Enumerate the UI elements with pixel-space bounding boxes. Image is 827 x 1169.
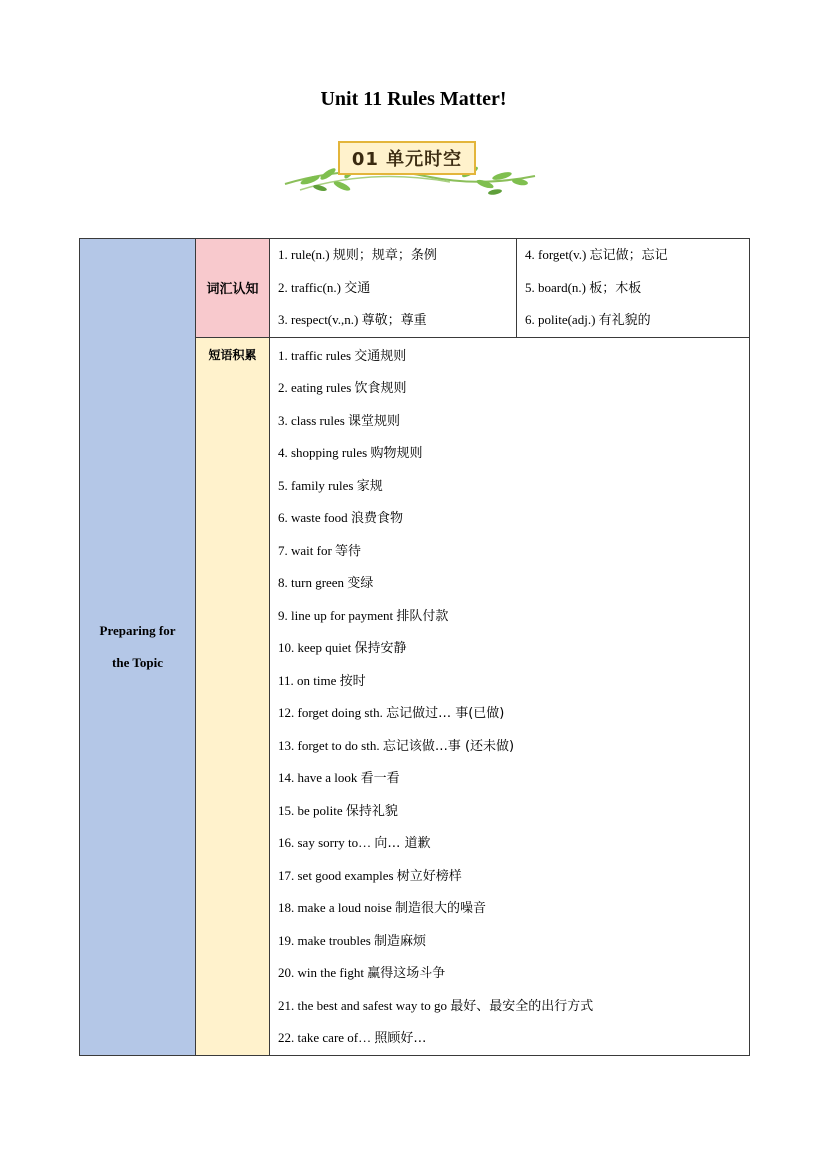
phrase-chinese: 浪费食物 (350, 511, 403, 526)
phrase-item (278, 762, 749, 795)
section-banner (280, 132, 540, 202)
phrase-item (278, 925, 749, 958)
phrase-item (278, 795, 749, 828)
phrase-english: 5. family rules (278, 477, 354, 493)
phrase-item (278, 990, 749, 1023)
phrase-item (278, 437, 749, 470)
section-banner-label: 01 单元时空 (351, 149, 463, 170)
vocab-item: 1. rule(n.) 规则；规章；条例 (278, 247, 437, 263)
phrase-chinese: 等待 (335, 543, 362, 559)
phrase-english: 1. traffic rules (278, 347, 352, 363)
phrase-chinese: 向… 道歉 (374, 836, 431, 851)
topic-cell (80, 239, 196, 1056)
vocab-item: 6. polite(adj.) 有礼貌的 (525, 312, 651, 328)
section-banner-box (338, 141, 476, 175)
phrase-chinese: 家规 (356, 478, 383, 494)
phrase-item (278, 340, 749, 373)
phrase-category-label: 短语积累 (208, 347, 257, 362)
phrase-item (278, 957, 749, 990)
vocab-item: 3. respect(v.,n.) 尊敬；尊重 (278, 312, 427, 328)
vocab-item: 5. board(n.) 板；木板 (525, 279, 642, 296)
phrase-chinese: 树立好榜样 (396, 868, 462, 884)
phrase-english: 12. forget doing sth. (278, 705, 383, 720)
phrase-item (278, 502, 749, 535)
phrase-item (278, 860, 749, 893)
phrase-english: 8. turn green (278, 575, 345, 590)
phrase-chinese: 最好、最安全的出行方式 (450, 998, 594, 1014)
phrase-chinese: 保持安静 (354, 641, 407, 656)
phrase-chinese: 看一看 (360, 771, 400, 786)
topic-label-line2: the Topic (112, 654, 163, 670)
topic-label-line1: Preparing for (99, 622, 176, 638)
vocab-category-label: 词汇认知 (206, 282, 259, 298)
phrase-item (278, 1022, 749, 1055)
phrase-item (278, 665, 749, 698)
phrase-chinese: 照顾好… (374, 1031, 427, 1046)
phrase-item (278, 730, 749, 763)
phrase-english: 7. wait for (278, 542, 332, 558)
phrase-item (278, 697, 749, 730)
phrase-chinese: 交通规则 (354, 348, 407, 364)
phrase-english: 4. shopping rules (278, 445, 368, 460)
vocab-category-cell (196, 239, 270, 338)
vocabulary-table (79, 238, 750, 1056)
phrase-chinese: 购物规则 (370, 446, 423, 461)
page-title: Unit 11 Rules Matter! (320, 88, 507, 110)
vocab-item: 2. traffic(n.) 交通 (278, 279, 371, 296)
phrase-english: 18. make a loud noise (278, 900, 392, 915)
phrase-chinese: 保持礼貌 (345, 803, 398, 819)
phrase-item (278, 567, 749, 600)
phrase-chinese: 课堂规则 (348, 413, 401, 429)
phrase-english: 9. line up for payment (278, 607, 394, 623)
phrase-item (278, 535, 749, 568)
phrase-english: 16. say sorry to… (278, 835, 372, 850)
phrase-list (270, 338, 749, 1055)
phrase-english: 15. be polite (278, 802, 343, 818)
phrase-chinese: 制造很大的噪音 (394, 901, 486, 916)
phrase-chinese: 变绿 (347, 576, 374, 591)
phrase-english: 13. forget to do sth. (278, 737, 380, 753)
phrase-english: 3. class rules (278, 412, 345, 428)
phrase-item (278, 372, 749, 405)
phrase-chinese: 制造麻烦 (374, 933, 427, 949)
phrase-chinese: 排队付款 (396, 608, 449, 624)
phrase-english: 10. keep quiet (278, 640, 352, 655)
phrase-item (278, 600, 749, 633)
phrase-item (278, 405, 749, 438)
phrase-item (278, 892, 749, 925)
phrase-english: 21. the best and safest way to go (278, 997, 447, 1013)
phrase-chinese: 忘记做过… 事(已做) (386, 706, 505, 721)
phrase-chinese: 忘记该做…事 (还未做) (382, 738, 515, 754)
phrase-item (278, 827, 749, 860)
phrase-english: 19. make troubles (278, 932, 371, 948)
vocab-right-cell (517, 239, 750, 338)
phrase-list-cell (270, 337, 750, 1055)
phrase-category-cell (196, 337, 270, 1055)
phrase-chinese: 饮食规则 (354, 381, 407, 396)
phrase-english: 17. set good examples (278, 867, 394, 883)
phrase-english: 11. on time (278, 672, 337, 688)
phrase-english: 6. waste food (278, 510, 348, 525)
phrase-english: 2. eating rules (278, 380, 352, 395)
phrase-item (278, 632, 749, 665)
phrase-chinese: 按时 (339, 673, 366, 689)
vocab-item: 4. forget(v.) 忘记做；忘记 (525, 247, 668, 263)
vocab-row (80, 239, 750, 338)
phrase-english: 20. win the fight (278, 965, 364, 980)
phrase-item (278, 470, 749, 503)
phrase-english: 14. have a look (278, 770, 358, 785)
phrase-english: 22. take care of… (278, 1030, 372, 1045)
vocab-left-cell (270, 239, 517, 338)
phrase-chinese: 赢得这场斗争 (367, 966, 446, 981)
